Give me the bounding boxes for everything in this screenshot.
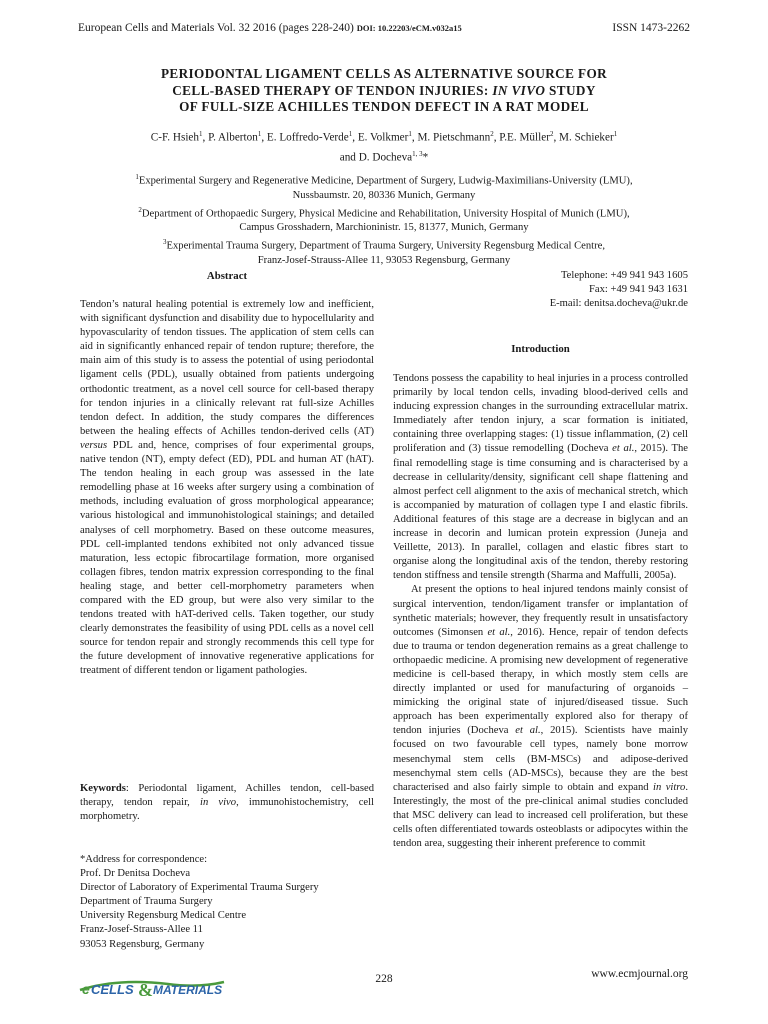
- corresponding-author: D. Docheva: [358, 151, 413, 164]
- running-header: [78, 22, 690, 40]
- author-affiliation-mark: 1: [199, 130, 203, 138]
- author-affiliation-mark: 1: [348, 130, 353, 138]
- author-affiliation-mark: 2: [549, 130, 554, 138]
- abstract: [80, 298, 374, 679]
- author-name: E. Volkmer: [357, 131, 409, 144]
- paper-title: [70, 66, 698, 116]
- email-link[interactable]: E-mail: denitsa.docheva@ukr.de: [549, 298, 688, 310]
- abstract-text: Tendon’s natural healing potential is extremely low and inefficient, with significant dysfunction and disability due to hypocellularity and hypovascularity of tendon tissues. The application of stem cells can aid in significantly enhanced repair of tendon rupture; therefore, the main aim of this study is to assess the potential of using periodontal ligament cells (PDL), usually obtained from patients undergoing orthodontic treatment, as a novel cell source for cell-based therapy for tendon injuries in a clinically relevant rat full-size Achilles tendon defect. In addition, the study compares the differences between the healing effects of Achilles tendon-derived cells (AT) versus PDL and, hence, comprises of four experimental groups, native tendon (NT), empty defect (ED), PDL and human AT (hAT). The tendon healing in each group was assessed in the late remodelling phase at 16 weeks after surgery using a combination of methods, including evaluation of gross morphological appearance; various histological and immunohistological stainings; and detailed analyses of cell morphometry. Based on these outcome measures, PDL cell-implanted tendons exhibited not only advanced tissue maturation, less ectopic fibrocartilage formation, more organised collagen fibres, tendon matrix expression corresponding to the final healing stage, and better cell-morphometry parameters when compared with the ED group, but were also very similar to the tendons treated with hAT-derived cells. Taken together, our study clearly demonstrates the feasibility of using PDL cells as a novel cell source for tendon repair and strongly recommends this cell type for the future development of innovative regenerative applications for treatment of different tendon or ligament pathologies.: [80, 299, 374, 677]
- svg-text:MATERIALS: MATERIALS: [153, 983, 223, 997]
- author-affiliation-mark: 1: [257, 130, 262, 138]
- author-list: [70, 126, 698, 165]
- svg-text:CELLS: CELLS: [91, 982, 134, 997]
- affiliations: [60, 170, 708, 268]
- keywords: Keywords: Periodontal ligament, Achilles tendon, cell-based therapy, tendon repair, in vivo, immunohistochemistry, cell morphometry.: [80, 783, 374, 823]
- author-affiliation-mark: 2: [490, 130, 494, 138]
- author-name: M. Schieker: [559, 131, 614, 144]
- journal-citation: [78, 22, 462, 34]
- introduction-paragraph-1: Tendons possess the capability to heal injuries in a process controlled primarily by local tendon cells, invading blood-derived cells and inducing expression changes in the surrounding extracellular matrix. Immediately after tendon injury, a scar formation is initiated, containing three overlapping stages: (1) tissue inflammation, (2) cell proliferation and (3) tissue remodelling (Docheva et al., 2015). The final remodelling stage is time consuming and is characterised by a decrease in cellularity/density, significant cell shape flattening and almost perfect cell alignment to the axis of mechanical stretch, which is accompanied by maturation of collagen type I and elastic fibrils. Additional features of this stage are a decrease in biglycan and an increase in decorin and lumican protein expression (Juneja and Veillette, 2013). In parallel, collagen and elastic fibres start to organise along the longitudinal axis of the tendon, thereby restoring tendon stiffness and tensile strength (Sharma and Maffulli, 2005a).: [393, 373, 688, 582]
- introduction-heading-block: [393, 342, 688, 356]
- authors-line-1: C-F. Hsieh$^1$, P. Alberton$^1$, E. Loffredo-Verde$^1$, E. Volkmer$^1$, M. Pietschmann$^2$, P.E. Müller$^2$, M. Schieker$^1$: [150, 130, 618, 144]
- introduction: [393, 372, 688, 851]
- correspondence-label: *Address for correspondence:: [80, 854, 208, 865]
- contact-info: [393, 269, 688, 311]
- author-name: E. Loffredo-Verde: [266, 131, 349, 144]
- introduction-heading: Introduction: [511, 343, 570, 355]
- affiliation-2: $^2$Department of Orthopaedic Surgery, Physical Medicine and Rehabilitation, University Hospital of Munich (LMU), Campus Grosshadern, Marchioninistr. 15, 81377, Munich, Germany: [138, 205, 630, 234]
- svg-text:&: &: [138, 980, 153, 1000]
- affiliation-1: $^1$Experimental Surgery and Regenerative Medicine, Department of Surgery, Ludwig-Maximilians-University (LMU), Nussbaumstr. 20, 80336 Munich, Germany: [135, 173, 633, 201]
- title-line-1: PERIODONTAL LIGAMENT CELLS AS ALTERNATIVE SOURCE FOR: [160, 66, 608, 81]
- abstract-heading-block: [80, 269, 374, 283]
- journal-url[interactable]: www.ecmjournal.org: [591, 968, 688, 980]
- author-name: P.E. Müller: [499, 131, 550, 144]
- author-name: P. Alberton: [208, 131, 258, 144]
- abstract-heading: Abstract: [206, 270, 248, 282]
- author-affiliation-mark: 1: [613, 130, 618, 138]
- fax: Fax: +49 941 943 1631: [589, 284, 688, 296]
- correspondence-address: *Address for correspondence: Prof. Dr Denitsa Docheva Director of Laboratory of Experimental Trauma Surgery Department of Trauma Surgery University Regensburg Medical Centre Franz-Josef-Strauss-Allee 11 93053 Regensburg, Germany: [80, 853, 374, 952]
- authors-line-2: and D. Docheva$^{1, 3}$*: [339, 149, 429, 164]
- doi[interactable]: DOI: 10.22203/eCM.v032a15: [356, 23, 462, 33]
- svg-text:e: e: [82, 981, 90, 997]
- keywords-label: Keywords: [80, 783, 126, 794]
- author-affiliation-mark: 1: [408, 130, 412, 138]
- author-name: M. Pietschmann: [417, 131, 491, 144]
- journal-name: European Cells and Materials Vol. 32 2016 (pages 228-240): [78, 22, 354, 34]
- title-line-3: OF FULL-SIZE ACHILLES TENDON DEFECT IN A RAT MODEL: [179, 99, 589, 114]
- introduction-paragraph-2: At present the options to heal injured tendons mainly consist of surgical intervention, tendon/ligament transfer or implantation of synthetic materials; however, they frequently result in unsatisfactory outcomes (Simonsen et al., 2016). Hence, repair of tendon defects due to trauma or tendon degeneration remains as a great challenge to orthopaedic medicine. A promising new development of regenerative medicine is cell-based therapy, in which mostly stem cells are directly implanted or used for manufacturing of organoids – mimicking the original state of injured/diseased tissue. Such approach has been experimentally explored also for therapy of tendon injuries (Docheva et al., 2015). Scientists have mainly focused on two favourable cell types, namely bone morrow mesenchymal stem cells (BM-MSCs) and adipose-derived mesenchymal stem cells (AD-MSCs), because they are the best characterised and also fairly simple to obtain and expand in vitro. Interestingly, the most of the pre-clinical animal studies concluded that MSC delivery can lead to increased cell proliferation, but these cells often differentiated towards osteoblasts or adipocytes within the tendon area, suggesting their inherent preference to commit: [393, 584, 689, 850]
- title-italic: IN VIVO: [492, 82, 546, 98]
- page-number: 228: [375, 973, 393, 985]
- telephone: Telephone: +49 941 943 1605: [560, 270, 688, 281]
- issn: ISSN 1473-2262: [612, 22, 690, 34]
- affiliation-3: $^3$Experimental Trauma Surgery, Department of Trauma Surgery, University Regensburg Medical Centre, Franz-Josef-Strauss-Allee 11, 93053 Regensburg, Germany: [163, 238, 605, 266]
- author-name: C-F. Hsieh: [150, 131, 199, 144]
- title-line-2: CELL-BASED THERAPY OF TENDON INJURIES: IN VIVO STUDY: [172, 82, 596, 98]
